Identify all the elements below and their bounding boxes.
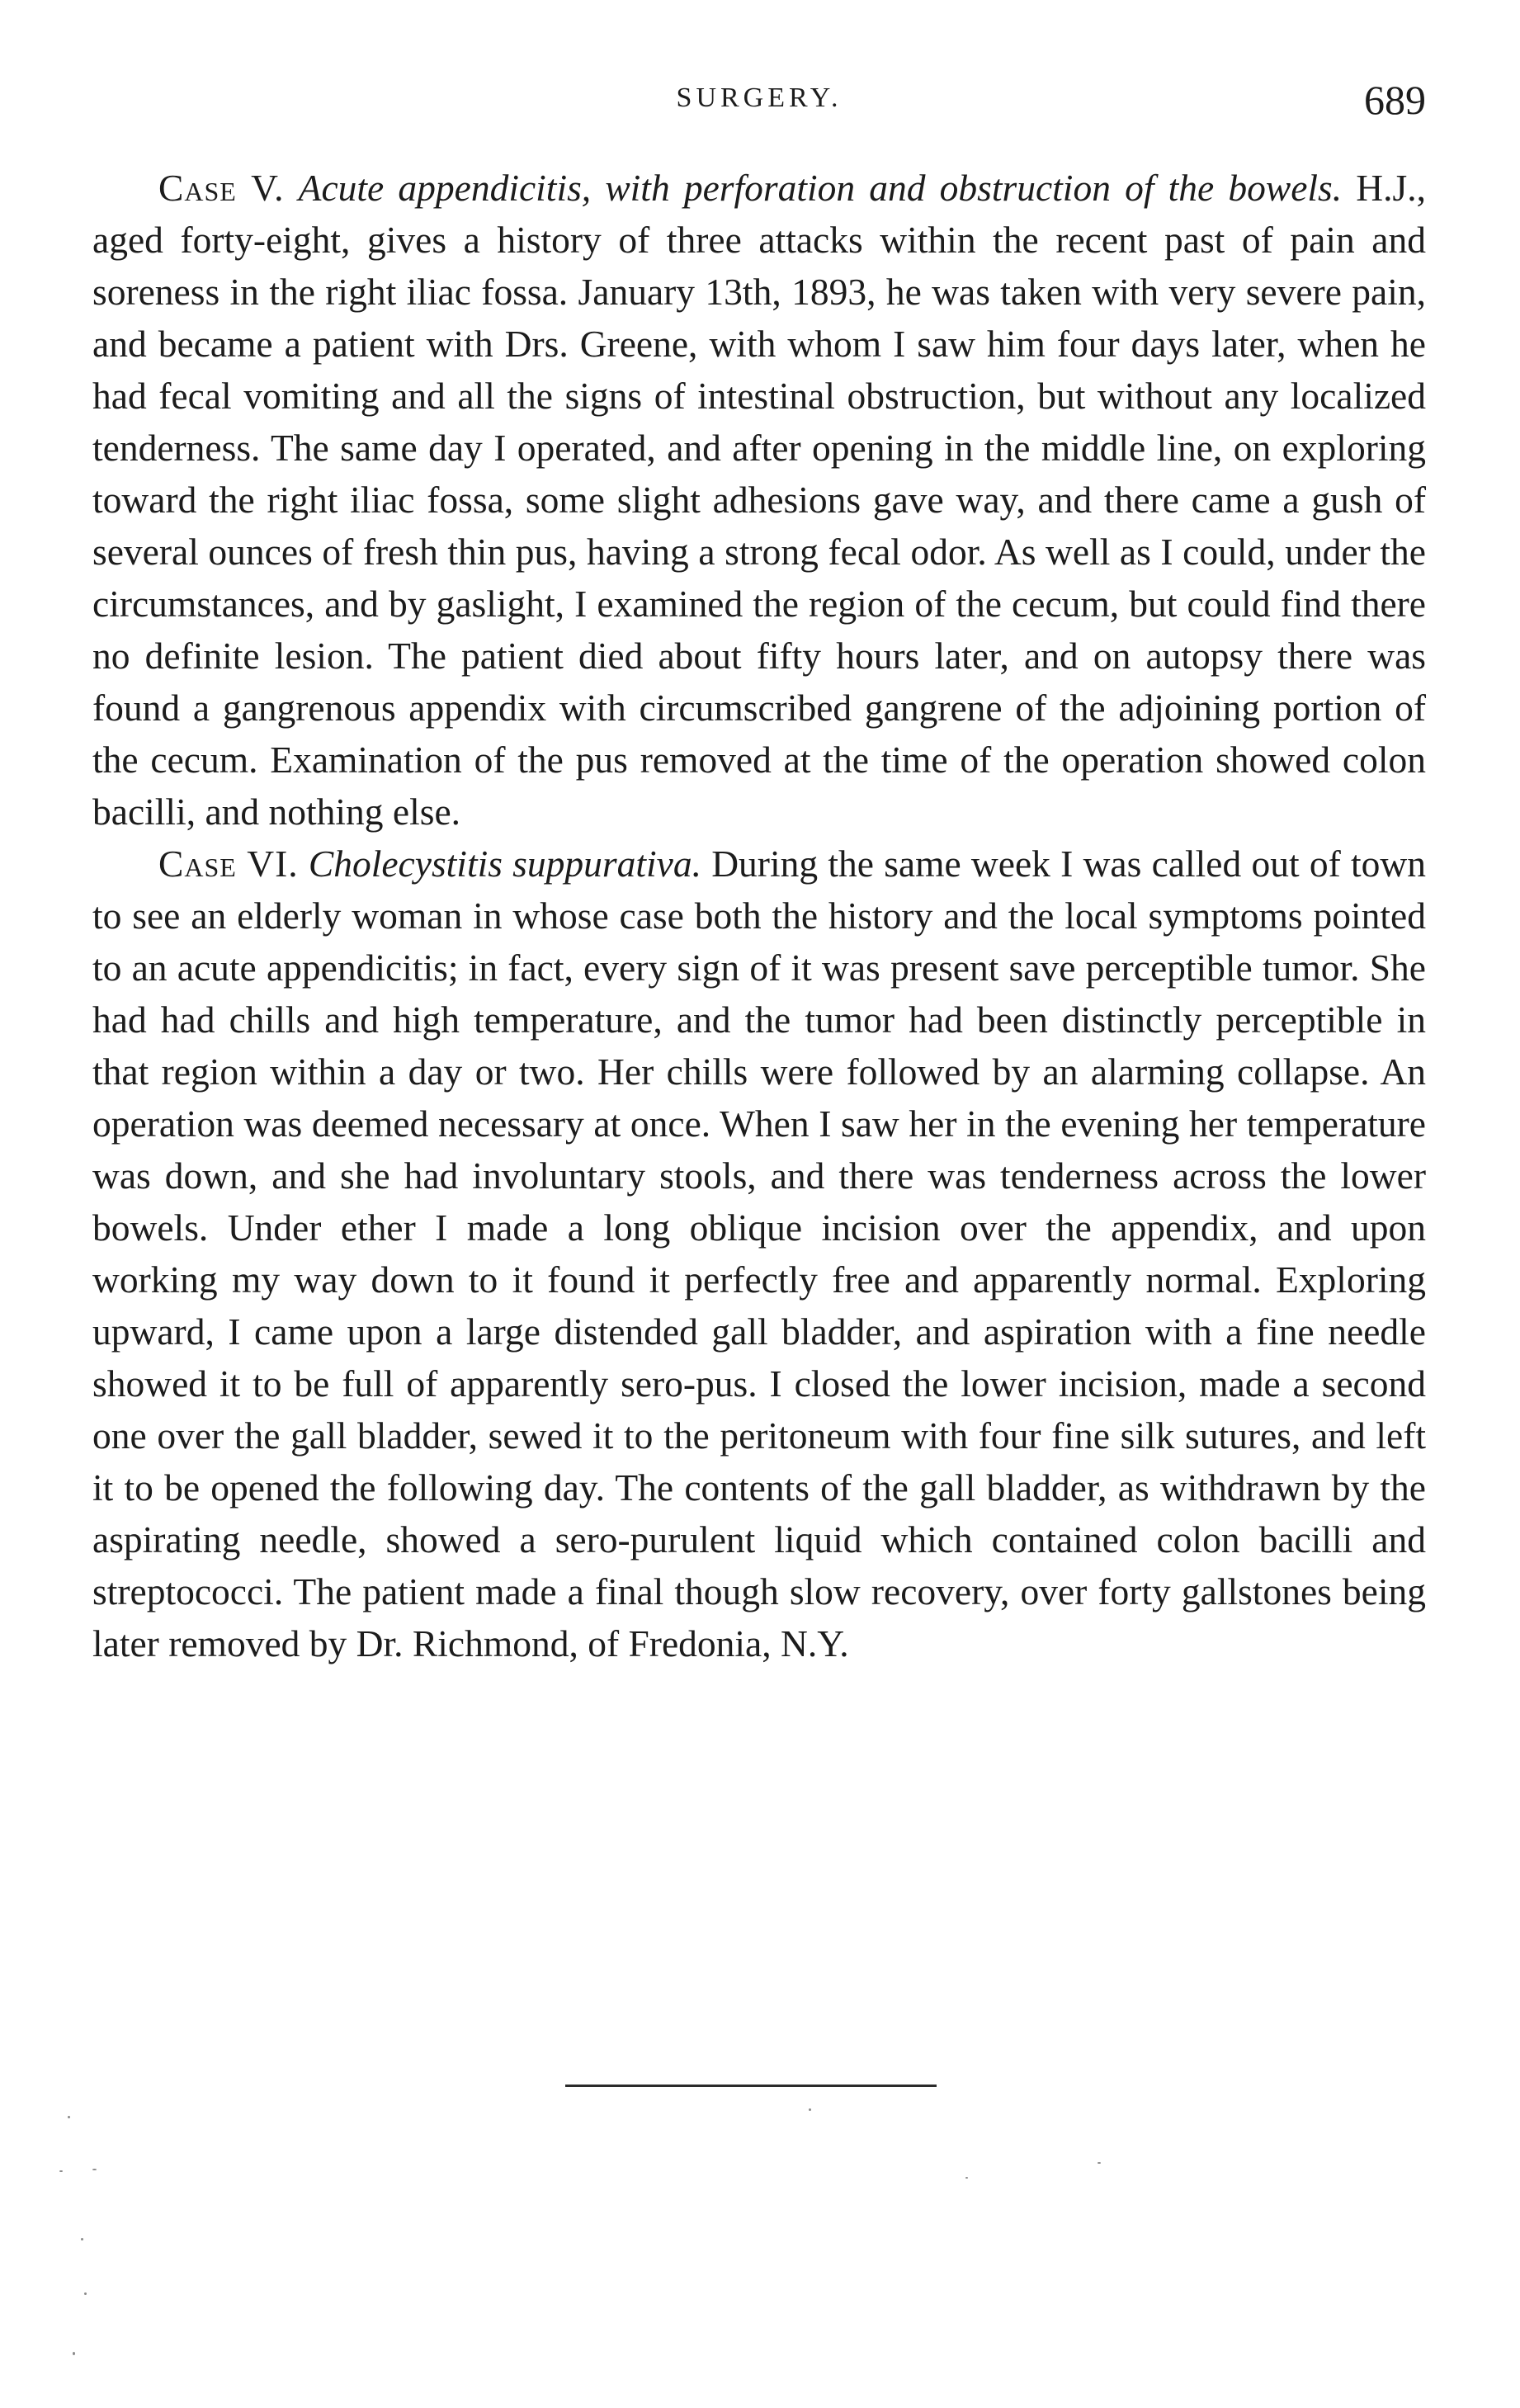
page-number: 689	[1364, 77, 1426, 123]
case-v-title: Acute appendicitis, with perforation and obstruction of the bowels.	[298, 167, 1343, 209]
scan-speck	[81, 2238, 83, 2240]
case-v-paragraph	[92, 162, 1426, 838]
page-header	[92, 76, 1426, 129]
scan-speck	[965, 2177, 968, 2179]
case-vi-text: During the same week I was called out of town to see an elderly woman in whose case both the history and the local symptoms pointed to an acute appendicitis; in fact, every sign of it was present save perceptible tumor. She had had chills and high temperature, and the tumor had been distinctly perceptible in that region within a day or two. Her chills were followed by an alarming collapse. An operation was deemed necessary at once. When I saw her in the evening her temperature was down, and she had involuntary stools, and there was tenderness across the lower bowels. Under ether I made a long oblique incision over the appendix, and upon working my way down to it found it perfectly free and apparently normal. Exploring upward, I came upon a large distended gall bladder, and aspiration with a fine needle showed it to be full of apparently sero-pus. I closed the lower incision, made a second one over the gall bladder, sewed it to the peritoneum with four fine silk sutures, and left it to be opened the following day. The contents of the gall bladder, as withdrawn by the aspirating needle, showed a sero-purulent liquid which contained colon bacilli and streptococci. The patient made a final though slow recovery, over forty gallstones being later removed by Dr. Richmond, of Fredonia, N.Y.	[92, 843, 1426, 1664]
running-head: SURGERY.	[676, 83, 843, 113]
scan-speck	[84, 2292, 87, 2295]
case-v-label: Case V.	[158, 167, 285, 209]
case-vi-title: Cholecystitis suppurativa.	[308, 843, 701, 885]
scan-speck	[809, 2108, 811, 2111]
case-v-text: H.J., aged forty-eight, gives a history of three attacks within the recent past of pain and soreness in the right iliac fossa. January 13th, 1893, he was taken with very severe pain, and became a patient with Drs. Greene, with whom I saw him four days later, when he had fecal vomiting and all the signs of intestinal obstruction, but without any localized tenderness. The same day I operated, and after opening in the middle line, on exploring toward the right iliac fossa, some slight adhesions gave way, and there came a gush of several ounces of fresh thin pus, having a strong fecal odor. As well as I could, under the circumstances, and by gaslight, I examined the region of the cecum, but could find there no definite lesion. The patient died about fifty hours later, and on autopsy there was found a gangrenous appendix with circumscribed gangrene of the adjoining portion of the cecum. Examination of the pus removed at the time of the operation showed colon bacilli, and nothing else.	[92, 167, 1426, 833]
section-end-rule	[565, 2085, 937, 2087]
scan-speck	[92, 2169, 97, 2170]
scan-speck	[59, 2170, 63, 2172]
case-vi-paragraph	[92, 838, 1426, 1669]
scan-speck	[1098, 2162, 1101, 2164]
scan-speck	[73, 2352, 75, 2355]
case-vi-label: Case VI.	[158, 843, 299, 885]
scan-speck	[68, 2116, 70, 2118]
body-text	[92, 162, 1426, 1669]
